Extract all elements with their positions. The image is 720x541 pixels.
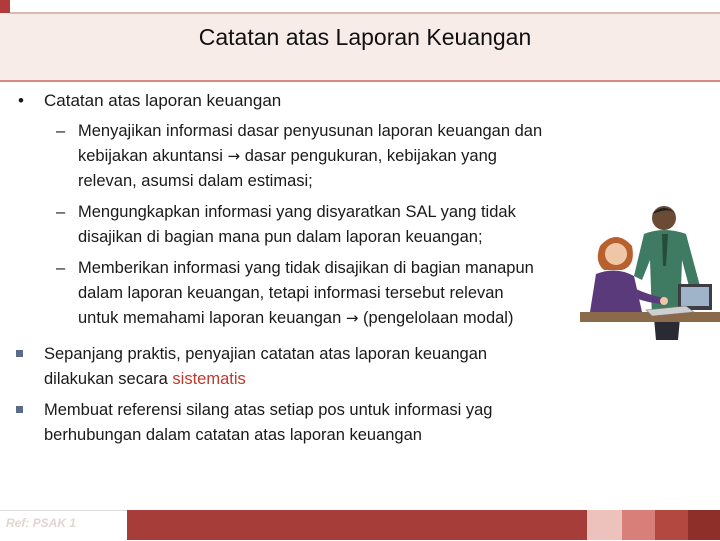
sub-line: dalam laporan keuangan, tetapi informasi tersebut relevan [78,284,504,302]
arrow-icon: → [227,147,241,165]
square-bullet-marker [16,406,23,413]
bullet-marker: • [18,91,24,110]
bullet-text: Catatan atas laporan keuangan [44,91,282,110]
top-accent-block [0,0,10,13]
sub-line: kebijakan akuntansi → dasar pengukuran, kebijakan yang [78,147,497,165]
sub-line: Mengungkapkan informasi yang disyaratkan SAL yang tidak [78,203,516,221]
sub-line: Memberikan informasi yang tidak disajikan di bagian manapun [78,259,534,277]
sub-marker: – [56,203,66,221]
sub-line: untuk memahami laporan keuangan → (pengelolaan modal) [78,309,514,327]
sub-line: Menyajikan informasi dasar penyusunan laporan keuangan dan [78,122,543,140]
woman-hand [660,297,668,305]
woman-head [605,243,627,265]
bullet-line: Membuat referensi silang atas setiap pos untuk informasi yag [44,401,493,419]
sub-marker: – [56,122,66,140]
footer-bar [0,510,720,540]
page-title: Catatan atas Laporan Keuangan [198,24,532,50]
top-decorative-strip [0,0,720,13]
footer-swatch [587,510,622,540]
footer-main-band [127,510,587,540]
bullet-line: berhubungan dalam catatan atas laporan keuangan [44,426,422,444]
footer-swatch [655,510,688,540]
bullet-line: Sepanjang praktis, penyajian catatan atas laporan keuangan [44,345,488,363]
highlighted-term: sistematis [172,370,246,388]
arrow-icon: → [345,309,359,327]
reference-label: Ref: PSAK 1 [6,516,77,530]
bullet-line: dilakukan secara sistematis [44,370,246,388]
reference-box [0,510,127,541]
office-workers-illustration [560,200,720,340]
monitor-screen [681,287,709,306]
sub-line: relevan, asumsi dalam estimasi; [78,172,313,190]
top-divider [10,12,720,14]
title-rule [0,80,720,82]
title-bar [0,0,720,80]
footer-swatch [688,510,720,540]
footer-swatch [622,510,655,540]
sub-marker: – [56,259,66,277]
square-bullet-marker [16,350,23,357]
sub-line: disajikan di bagian mana pun dalam laporan keuangan; [78,228,483,246]
